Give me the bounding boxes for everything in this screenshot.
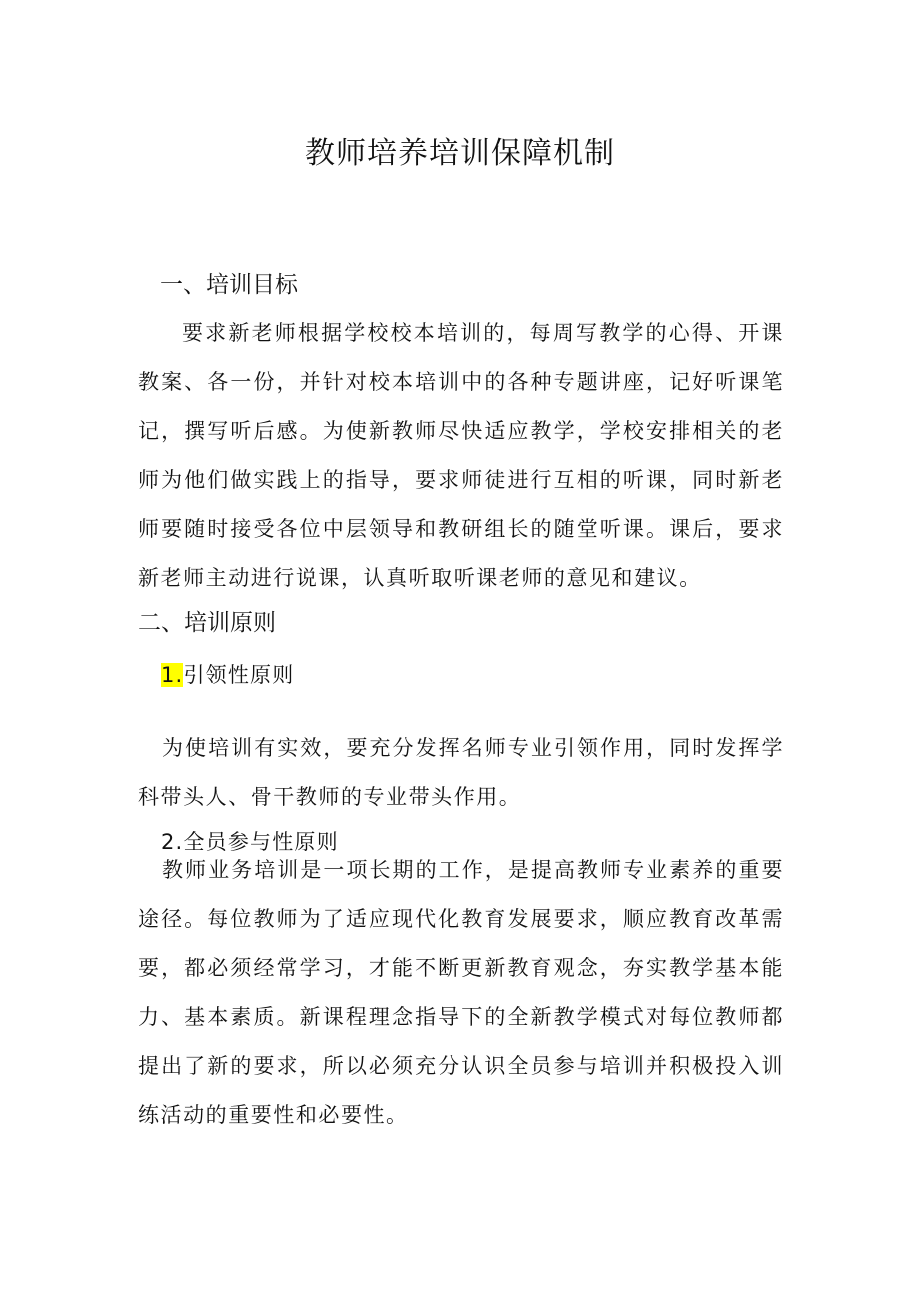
principle-1-number-highlighted: 1. (161, 663, 184, 687)
principle-2-number: 2. (161, 830, 184, 854)
training-goals-paragraph: 要求新老师根据学校校本培训的，每周写教学的心得、开课教案、各一份，并针对校本培训中的各种专题讲座，记好听课笔记，撰写听后感。为使新教师尽快适应教学，学校安排相关的老师为他们做实践上的指导，要求师徒进行互相的听课，同时新老师要随时接受各位中层领导和教研组长的随堂听课。课后，要求新老师主动进行说课，认真听取听课老师的意见和建议。 (138, 321, 784, 590)
principle-1-paragraph: 为使培训有实效，要充分发挥名师专业引领作用，同时发挥学科带头人、骨干教师的专业带头作用。 (138, 736, 784, 809)
section-heading-training-principles: 二、培训原则 (138, 610, 276, 636)
principle-1-heading (161, 658, 294, 692)
principle-2-paragraph: 教师业务培训是一项长期的工作，是提高教师专业素养的重要途径。每位教师为了适应现代化教育发展要求，顺应教育改革需要，都必须经常学习，才能不断更新教育观念，夯实教学基本能力、基本素质。新课程理念指导下的全新教学模式对每位教师都提出了新的要求，所以必须充分认识全员参与培训并积极投入训练活动的重要性和必要性。 (138, 858, 784, 1127)
document-title: 教师培养培训保障机制 (305, 136, 615, 171)
section-heading-training-goals: 一、培训目标 (160, 272, 298, 298)
principle-2-title: 全员参与性原则 (183, 830, 339, 854)
principle-1-title: 引领性原则 (183, 663, 295, 687)
